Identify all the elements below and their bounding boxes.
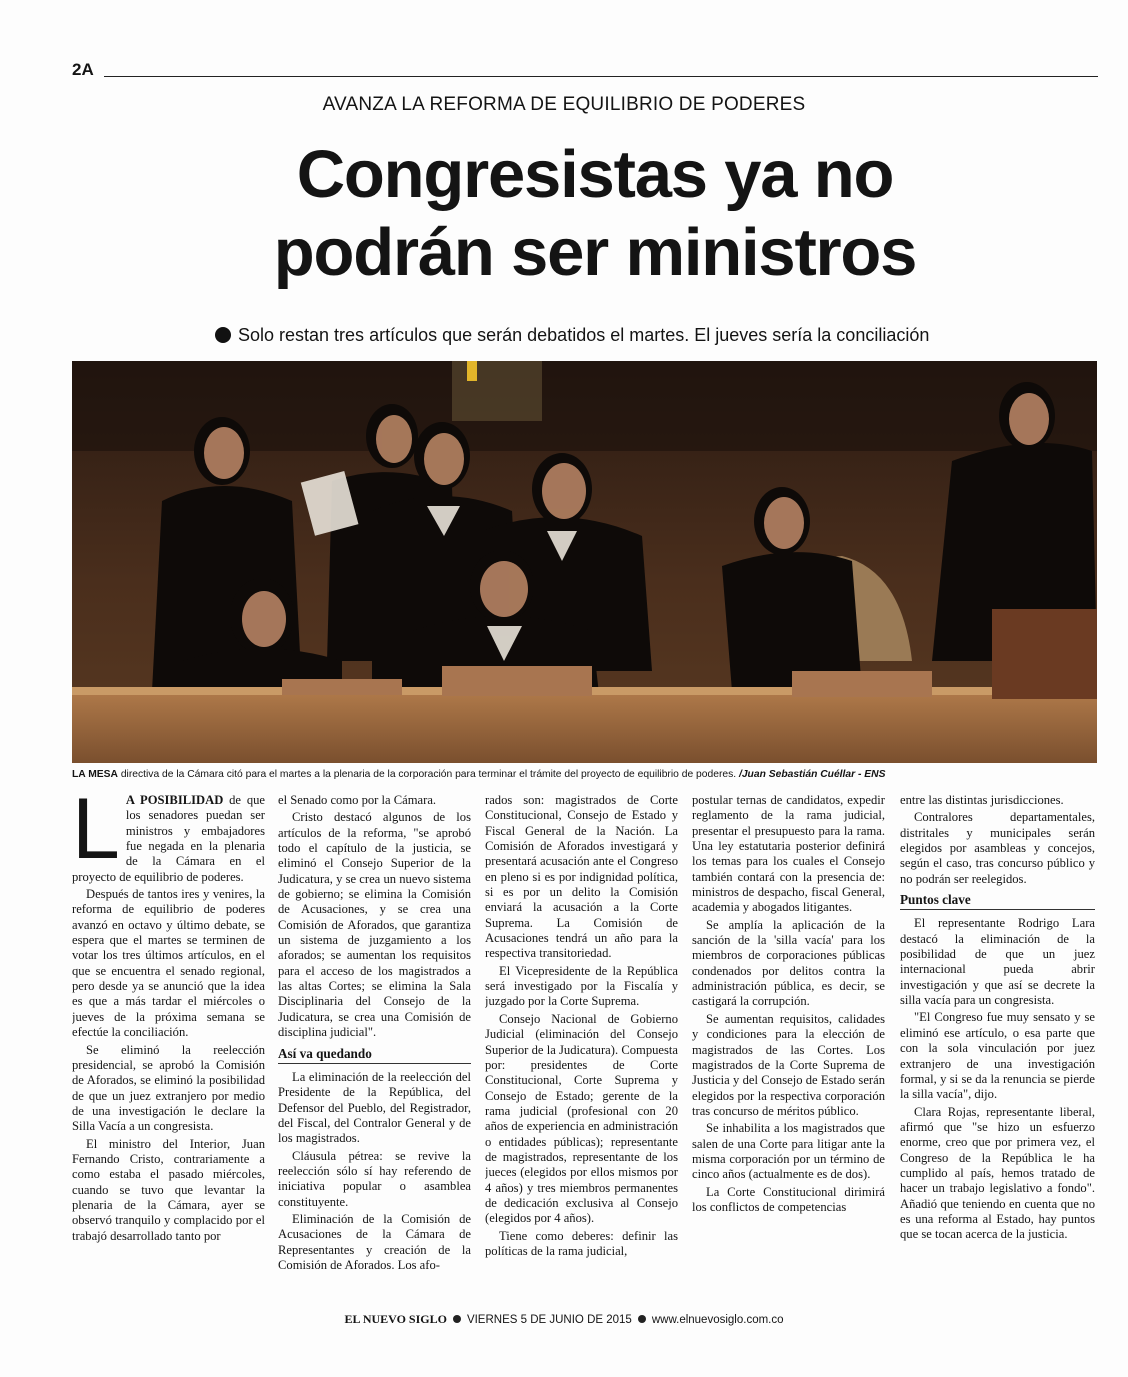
paragraph: Se aumentan requisitos, calidades y condiciones para la elección de magistrados de las Cortes. Los magistrados de la Corte Suprema de Justicia y del Consejo de Estado serán elegidos por la respectiva corporación tras concurso de méritos público. xyxy=(692,1011,885,1118)
paragraph: Después de tantos ires y venires, la reforma de equilibrio de poderes avanzó en octavo y último debate, se espera que el martes se terminen de votar los tres últimos artículos, en el que se encuentra el senado regional, pero desde ya se anunció que la idea es que a más tardar el miércoles o jueves de la próxima semana se efectúe la conciliación. xyxy=(72,887,265,1040)
headline-line-1: Congresistas ya no xyxy=(296,137,894,212)
paragraph: Tiene como deberes: definir las políticas de la rama judicial, xyxy=(485,1228,678,1258)
section-heading: Así va quedando xyxy=(278,1046,471,1064)
paragraph: "El Congreso fue muy sensato y se eliminó ese artículo, o esa parte que con la sola vinculación por juez extranjero de una investigación formal, y si se da la renuncia se pierde la silla vacía", dijo. xyxy=(900,1010,1095,1102)
drop-cap: L xyxy=(72,793,120,877)
caption-text: directiva de la Cámara citó para el martes a la plenaria de la corporación para terminar el trámite del proyecto de equilibrio de poderes. xyxy=(117,769,739,780)
paragraph: Se inhabilita a los magistrados que salen de una Corte para litigar ante la misma corporación por un término de cinco años (actualmente es de dos). xyxy=(692,1121,885,1182)
column-2 xyxy=(278,793,471,1301)
page-number: 2A xyxy=(72,60,94,79)
paragraph: Cristo destacó algunos de los artículos de la reforma, "se aprobó todo el capítulo de la justicia, se eliminó el Consejo Superior de la Judicatura, y se crea un nuevo sistema de gobierno; se elimina la Comisión de Acusaciones, y se crea una Comisión de Aforados, que garantiza un sistema de juzgamiento a los aforados; se aumentan los requisitos para el acceso de los magistrados a las altas Cortes; se elimina la Sala Disciplinaria del Consejo de la Judicatura, se crea una Comisión de disciplina judicial". xyxy=(278,810,471,1040)
column-1 xyxy=(72,793,265,1301)
section-heading: Puntos clave xyxy=(900,892,1095,910)
page-footer xyxy=(0,1312,1128,1327)
lede-bold: A POSIBILIDAD xyxy=(125,793,224,807)
bullet-icon xyxy=(638,1315,646,1323)
footer-website: www.elnuevosiglo.com.co xyxy=(651,1314,784,1326)
photo-illustration xyxy=(72,361,1097,763)
column-3 xyxy=(485,793,678,1301)
kicker: AVANZA LA REFORMA DE EQUILIBRIO DE PODERES xyxy=(322,94,806,115)
paragraph: Eliminación de la Comisión de Acusaciones de la Cámara de Representantes y creación de la Comisión de Aforados. Los afo- xyxy=(278,1211,471,1272)
paragraph-text: de que los senadores puedan ser ministros y embajadores fue negada en la plenaria de la Cámara en el proyecto de equilibrio de poderes. xyxy=(72,793,265,884)
paragraph: El Vicepresidente de la República será investigado por la Fiscalía y juzgado por la Corte Suprema. xyxy=(485,963,678,1009)
paragraph: La Corte Constitucional dirimirá los conflictos de competencias xyxy=(692,1184,885,1214)
paragraph: El ministro del Interior, Juan Fernando Cristo, contrariamente a como estaba el pasado miércoles, cuando se tuvo que levantar la plenaria de la Cámara, ayer se observó tranquilo y complacido por el trabajó desarrollado tanto por xyxy=(72,1136,265,1243)
paragraph: el Senado como por la Cámara. xyxy=(278,793,437,807)
footer-date: VIERNES 5 DE JUNIO DE 2015 xyxy=(466,1314,632,1326)
photo-caption xyxy=(72,769,1102,780)
paragraph: postular ternas de candidatos, expedir reglamento de la rama judicial, presentar el presupuesto para la rama. Una ley estatutaria posterior definirá los temas para los cuales el Consejo también contará con la presencia de: ministros de despacho, fiscal General, academia y abogados litigantes. xyxy=(692,793,885,915)
paragraph: rados son: magistrados de Corte Constitucional, Consejo de Estado y Fiscal General de la Nación. La Comisión de Aforados investigará y presentará acusación ante el Congreso en pleno si es por indignidad política, si es por un delito la Comisión enviará la acusación a la Corte Suprema. La Comisión de Acusaciones tendrá un año para la respectiva transitoriedad. xyxy=(485,793,678,961)
paragraph: Cláusula pétrea: se revive la reelección sólo sí hay referendo de iniciativa popular o asamblea constituyente. xyxy=(278,1148,471,1209)
paragraph xyxy=(72,793,265,885)
paragraph: La eliminación de la reelección del Presidente de la República, del Defensor del Pueblo, del Registrador, del Fiscal, del Contralor General y de los magistrados. xyxy=(278,1069,471,1146)
photo-credit: /Juan Sebastián Cuéllar - ENS xyxy=(738,769,886,780)
header-rule xyxy=(104,76,1098,77)
caption-lead: LA MESA xyxy=(72,769,118,780)
headline xyxy=(100,136,1090,292)
paragraph: entre las distintas jurisdicciones. xyxy=(900,793,1064,807)
paragraph: Clara Rojas, representante liberal, afirmó que "se hizo un esfuerzo enorme, creo que por primera vez, el Congreso de la República le ha cumplido al país, hemos tratado de hacer un trabajo legislativo a fondo". Añadió que teniendo en cuenta que no es una reforma al Estado, hay puntos que se tocan acerca de la justicia. xyxy=(900,1104,1095,1242)
paragraph: Contralores departamentales, distritales y municipales serán elegidos por asambleas y concejos, según el caso, tras concurso público y no podrán ser reelegidos. xyxy=(900,810,1095,886)
paragraph: Consejo Nacional de Gobierno Judicial (eliminación del Consejo Superior de la Judicatura). Compuesta por: presidentes de Corte Constitucional, Corte Suprema y Consejo de Estado; gerente de la rama judicial (profesional con 20 años de experiencia en administración o entidades públicas); representante de magistrados, representante de los jueces (elegidos por ellos mismos por 4 años) y tres miembros permanentes de dedicación exclusiva al Consejo (elegidos por 4 años). xyxy=(485,1011,678,1226)
paragraph: Se amplía la aplicación de la sanción de la 'silla vacía' para los miembros de corporaciones públicas condenados por delitos contra la administración pública, es decir, se castigará la corrupción. xyxy=(692,917,885,1009)
headline-line-2: podrán ser ministros xyxy=(273,215,917,290)
subheadline xyxy=(215,325,1095,346)
column-5 xyxy=(900,793,1095,1301)
footer-brand: EL NUEVO SIGLO xyxy=(344,1312,447,1326)
paragraph: Se eliminó la reelección presidencial, se aprobó la Comisión de Aforados, se eliminó la posibilidad de que un juez extranjero por medio de una investigación le declare la Silla Vacía a un congresista. xyxy=(72,1042,265,1134)
subheadline-text: Solo restan tres artículos que serán debatidos el martes. El jueves sería la conciliación xyxy=(238,325,930,345)
bullet-icon xyxy=(453,1315,461,1323)
lead-photo xyxy=(72,361,1097,763)
bullet-icon xyxy=(215,327,231,343)
column-4 xyxy=(692,793,885,1301)
paragraph: El representante Rodrigo Lara destacó la eliminación de la posibilidad de que un juez internacional pueda abrir investigación y que así se decrete la silla vacía para un congresista. xyxy=(900,916,1095,1008)
